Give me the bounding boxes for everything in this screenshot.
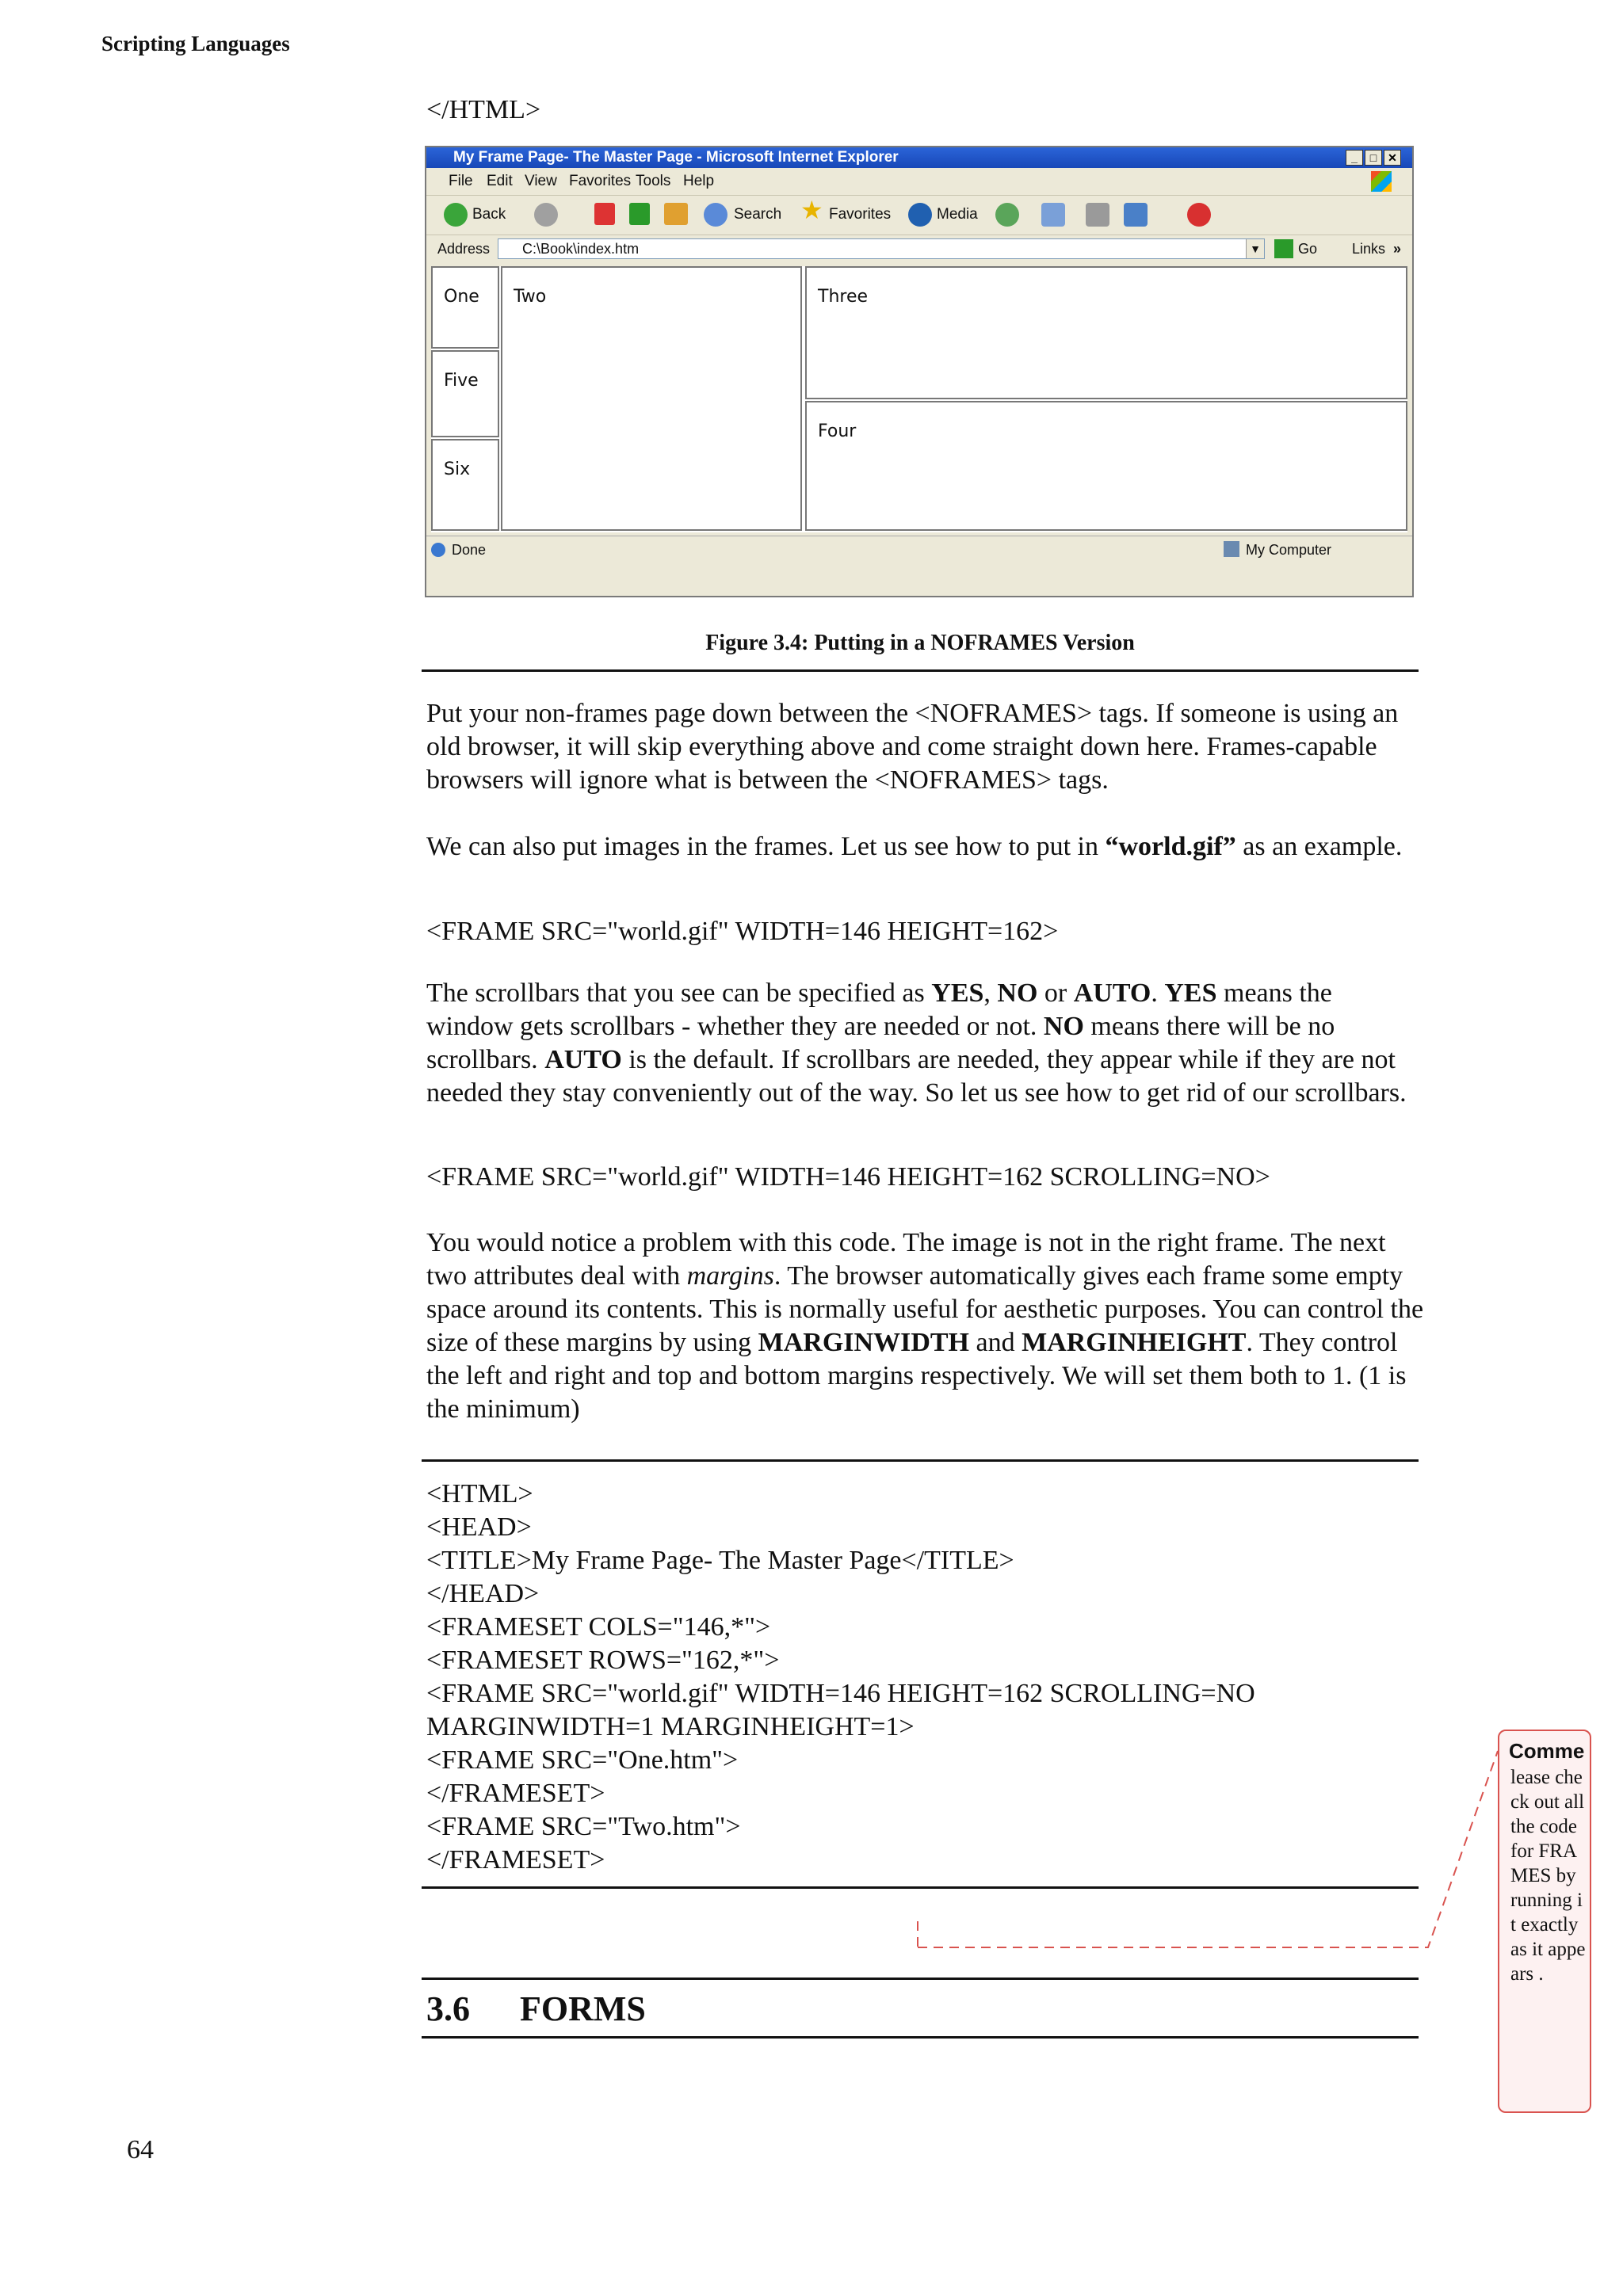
links-button[interactable]: Links [1352,241,1386,257]
address-bar [426,235,1412,263]
code-line: MARGINWIDTH=1 MARGINHEIGHT=1> [426,1712,915,1741]
forward-icon[interactable] [534,203,558,227]
address-value: C:\Book\index.htm [522,241,640,257]
code-frame-scrolling: <FRAME SRC="world.gif" WIDTH=146 HEIGHT=162 SCROLLING=NO> [426,1162,1270,1192]
code-line: <HEAD> [426,1512,532,1542]
code-line: <TITLE>My Frame Page- The Master Page</TITLE> [426,1546,1014,1575]
browser-screenshot [425,146,1414,597]
code-line: </FRAMESET> [426,1845,605,1875]
code-line: <FRAME SRC="Two.htm"> [426,1812,741,1841]
toolbar [426,195,1412,235]
print-icon[interactable] [1086,203,1109,227]
back-button[interactable]: Back [472,206,506,223]
status-text: Done [452,542,487,558]
menu-favorites[interactable]: Favorites [569,173,632,189]
paragraph-scrollbars: The scrollbars that you see can be specified as YES, NO or AUTO. YES means the window gets scrollbars - whether they are needed or not. NO means there will be no scrollbars. AUTO is the default. If scrollbars are needed, they appear while if they are not needed they stay conveniently out of the way. So let us see how to get rid of our scrollbars. [426,978,1407,1108]
section-title: FORMS [520,1989,646,2028]
divider [422,1978,1419,1980]
history-icon[interactable] [995,203,1019,227]
chevron-right-icon[interactable]: » [1393,241,1402,257]
maximize-icon[interactable]: □ [1365,150,1382,166]
address-input[interactable] [498,238,1265,259]
address-label: Address [437,241,491,257]
back-icon[interactable] [444,203,468,227]
computer-icon [1224,541,1239,557]
code-line: <HTML> [426,1479,533,1508]
browser-title-bar [426,147,1412,168]
comment-text: lease check out all the code for FRAMES by running it exactly as it appears . [1510,1767,1586,1985]
minimize-icon[interactable]: _ [1346,150,1363,166]
page-number: 64 [127,2135,154,2164]
menu-edit[interactable]: Edit [487,173,513,189]
code-line: </HEAD> [426,1579,540,1608]
go-icon[interactable] [1274,239,1293,258]
chevron-down-icon[interactable]: ▼ [1246,239,1264,258]
paragraph-images: We can also put images in the frames. Let us see how to put in “world.gif” as an example. [426,832,1403,861]
section-number: 3.6 [426,1989,470,2028]
search-button[interactable]: Search [734,206,782,223]
figure-caption: Figure 3.4: Putting in a NOFRAMES Version [705,631,1135,655]
section-heading [426,1989,646,2029]
search-icon[interactable] [704,203,727,227]
home-icon[interactable] [664,203,688,225]
browser-title: My Frame Page- The Master Page - Microsoft Internet Explorer [453,149,899,166]
mail-icon[interactable] [1041,203,1065,227]
messenger-icon[interactable] [1187,203,1211,227]
status-zone: My Computer [1246,542,1332,558]
code-line: <FRAME SRC="One.htm"> [426,1745,739,1775]
code-line: </FRAMESET> [426,1779,605,1808]
edit-icon[interactable] [1124,203,1148,227]
menu-tools[interactable]: Tools [636,173,671,189]
stop-icon[interactable] [594,203,615,225]
paragraph-margins: You would notice a problem with this code. The image is not in the right frame. The next two attributes deal with margins. The browser automatically gives each frame some empty space around its contents. This is normally useful for aesthetic purposes. You can control the size of these margins by using MARGINWIDTH and MARGINHEIGHT. They control the left and right and top and bottom margins respectively. We will set them both to 1. (1 is the minimum) [426,1228,1424,1424]
frame-six: Six [431,439,499,531]
page-done-icon [431,543,445,557]
top-code-line: </HTML> [426,95,541,124]
frame-one: One [431,266,499,349]
go-button[interactable]: Go [1298,241,1318,257]
media-icon[interactable] [908,203,932,227]
media-button[interactable]: Media [937,206,978,223]
divider [422,2036,1419,2039]
windows-logo-icon [1371,171,1392,192]
code-line: <FRAMESET ROWS="162,*"> [426,1646,780,1675]
favorites-icon[interactable]: ★ [800,196,823,224]
code-line: <FRAME SRC="world.gif" WIDTH=146 HEIGHT=162 SCROLLING=NO [426,1679,1255,1708]
menu-help[interactable]: Help [683,173,715,189]
paragraph-noframes: Put your non-frames page down between the <NOFRAMES> tags. If someone is using an old browser, it will skip everything above and come straight down here. Frames-capable browsers will ignore what is between the <NOFRAMES> tags. [426,699,1399,795]
menu-file[interactable]: File [449,173,473,189]
code-frame-world: <FRAME SRC="world.gif" WIDTH=146 HEIGHT=162> [426,917,1059,946]
menu-view[interactable]: View [525,173,557,189]
close-icon[interactable]: ✕ [1384,150,1401,166]
frame-four: Four [805,401,1407,531]
frame-five: Five [431,350,499,437]
status-bar [426,536,1412,563]
favorites-button[interactable]: Favorites [829,206,892,223]
comment-author: Comme [1509,1739,1585,1763]
frames-area [431,266,1407,532]
divider [422,669,1419,672]
running-head: Scripting Languages [101,32,290,55]
menu-bar [426,168,1412,196]
refresh-icon[interactable] [629,203,650,225]
frame-two: Two [501,266,802,531]
comment-balloon[interactable] [1498,1730,1591,2113]
divider [422,1459,1419,1462]
comment-connector [911,1727,1502,1949]
frame-three: Three [805,266,1407,399]
code-line: <FRAMESET COLS="146,*"> [426,1612,771,1642]
